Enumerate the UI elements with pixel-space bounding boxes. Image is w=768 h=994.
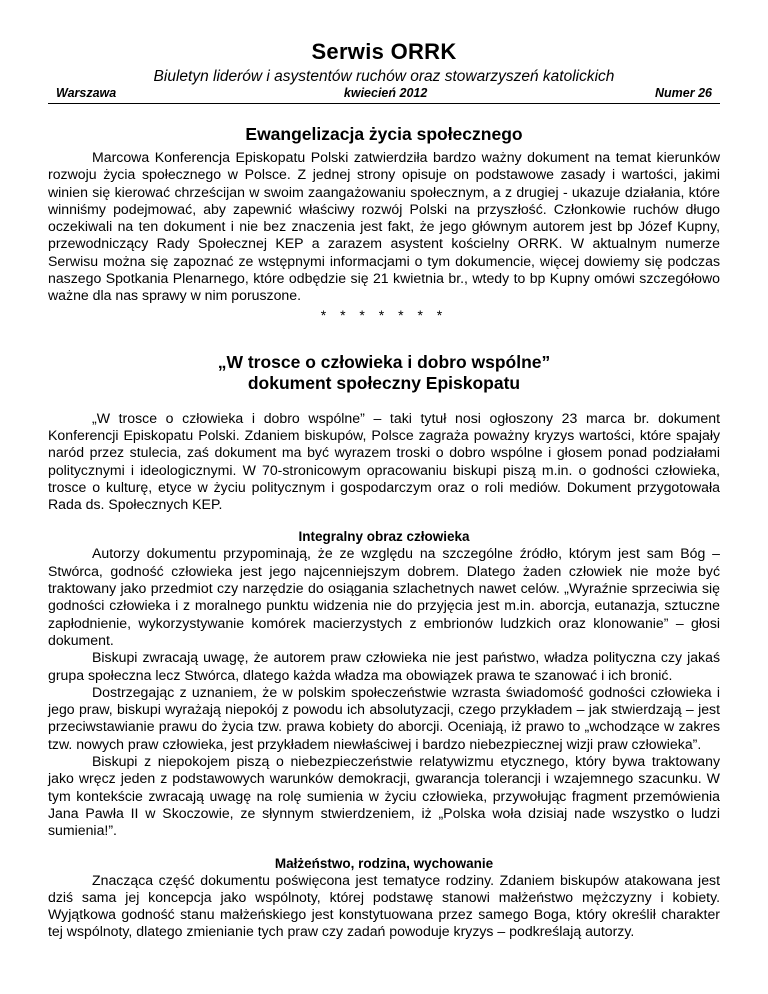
document-page (48, 0, 720, 941)
issue-place: Warszawa (56, 86, 117, 100)
issue-number: Numer 26 (655, 86, 712, 100)
article1-title: Ewangelizacja życia społecznego (245, 124, 523, 144)
issue-info-bar (48, 86, 720, 104)
article2-intro: „W trosce o człowieka i dobro wspólne” – taki tytuł nosi ogłoszony 23 marca br. dokument Konferencji Episkopatu Polski. Zdaniem biskupów, Polsce zagraża poważny kryzys wartości, które spajały naród przez stulecia, zaś dokument ma być wyrazem troski o dobro wspólne i głosem ponad podziałami politycznymi i ideologicznymi. W 70-stronicowym opracowaniu biskupi piszą m.in. o godności człowieka, trosce o kulturę, etyce w życiu politycznym i gospodarczym oraz o roli mediów. Dokument przygotowała Rada ds. Społecznych KEP. (48, 409, 720, 513)
section1-paragraph: Dostrzegając z uznaniem, że w polskim społeczeństwie wzrasta świadomość godności człowieka i jego praw, biskupi wyrażają niepokój z powodu ich absolutyzacji, czego przykładem – jak stwierdzają – jest przeciwstawianie prawu do życia tzw. prawa kobiety do aborcji. Oceniają, iż prawo to „wchodzące w zakres tzw. nowych praw człowieka, jest przykładem niewłaściwej i bardzo niebezpiecznej wizji praw człowieka”. (48, 683, 720, 752)
article2-title-line2: dokument społeczny Episkopatu (247, 372, 521, 393)
section2-paragraph: Znacząca część dokumentu poświęcona jest tematyce rodziny. Zdaniem biskupów atakowana jest dziś sama jej koncepcja jako wspólnoty, której podstawę stanowi małżeństwo mężczyzny i kobiety. Wyjątkowa godność stanu małżeńskiego jest konstytuowana przez samego Boga, który określił charakter tej wspólnoty, dlatego zmienianie tych praw czy zadań powoduje kryzys – podkreślają autorzy. (48, 871, 720, 940)
section1-heading: Integralny obraz człowieka (298, 529, 470, 545)
issue-date: kwiecień 2012 (343, 86, 428, 100)
section1-paragraph: Biskupi zwracają uwagę, że autorem praw człowieka nie jest państwo, władza polityczna czy jakaś grupa społeczna lecz Stwórca, dlatego każda władza ma obowiązek prawa te szanować i ich bronić. (48, 649, 720, 683)
section-separator: * * * * * * * (320, 306, 448, 323)
section2-heading: Małżeństwo, rodzina, wychowanie (274, 855, 494, 871)
article1-paragraph: Marcowa Konferencja Episkopatu Polski zatwierdziła bardzo ważny dokument na temat kierunków rozwoju życia społecznego w Polsce. Z jednej strony opisuje on podstawowe zasady i wartości, jakimi winien się kierować chrześcijan w swoim zaangażowaniu społecznym, a z drugiej - ukazuje działania, które winniśmy podejmować, aby zapewnić właściwy rozwój Polski na przyszłość. Członkowie ruchów długo oczekiwali na ten dokument i nie bez znaczenia jest fakt, że jego głównym autorem jest bp Józef Kupny, przewodniczący Rady Społecznej KEP a zarazem asystent kościelny ORRK. W aktualnym numerze Serwisu można się zapoznać ze wstępnymi informacjami o tym dokumencie, więcej dowiemy się podczas naszego Spotkania Plenarnego, które odbędzie się 21 kwietnia br., wtedy to bp Kupny omówi szczegółowo ważne dla nas sprawy w nim poruszone. (48, 149, 720, 304)
newsletter-title: Serwis ORRK (311, 39, 457, 64)
article2-title-line1: „W trosce o człowieka i dobro wspólne” (217, 351, 551, 372)
section1-paragraph: Autorzy dokumentu przypominają, że ze względu na szczególne źródło, którym jest sam Bóg – Stwórca, godność człowieka jest jego najcenniejszym dobrem. Dlatego żaden człowiek nie może być traktowany jako przedmiot czy narzędzie do osiągania szlachetnych nawet celów. „Wyraźnie sprzeciwia się godności człowieka i z moralnego punktu widzenia nie do przyjęcia jest m.in. aborcja, eutanazja, sztuczne zapłodnienie, wykorzystywanie komórek macierzystych z embrionów ludzkich oraz klonowanie” – głosi dokument. (48, 545, 720, 648)
section1-paragraph: Biskupi z niepokojem piszą o niebezpieczeństwie relatywizmu etycznego, który bywa traktowany jako wręcz jeden z podstawowych warunków demokracji, gwarancja tolerancji i wzajemnego szacunku. W tym kontekście zwracają uwagę na rolę sumienia w życiu człowieka, przywołując fragment przemówienia Jana Pawła II w Skoczowie, ze słynnym stwierdzeniem, iż „Polska woła dzisiaj nade wszystko o ludzi sumienia!”. (48, 753, 720, 839)
newsletter-subtitle: Biuletyn liderów i asystentów ruchów oraz stowarzyszeń katolickich (153, 68, 615, 85)
